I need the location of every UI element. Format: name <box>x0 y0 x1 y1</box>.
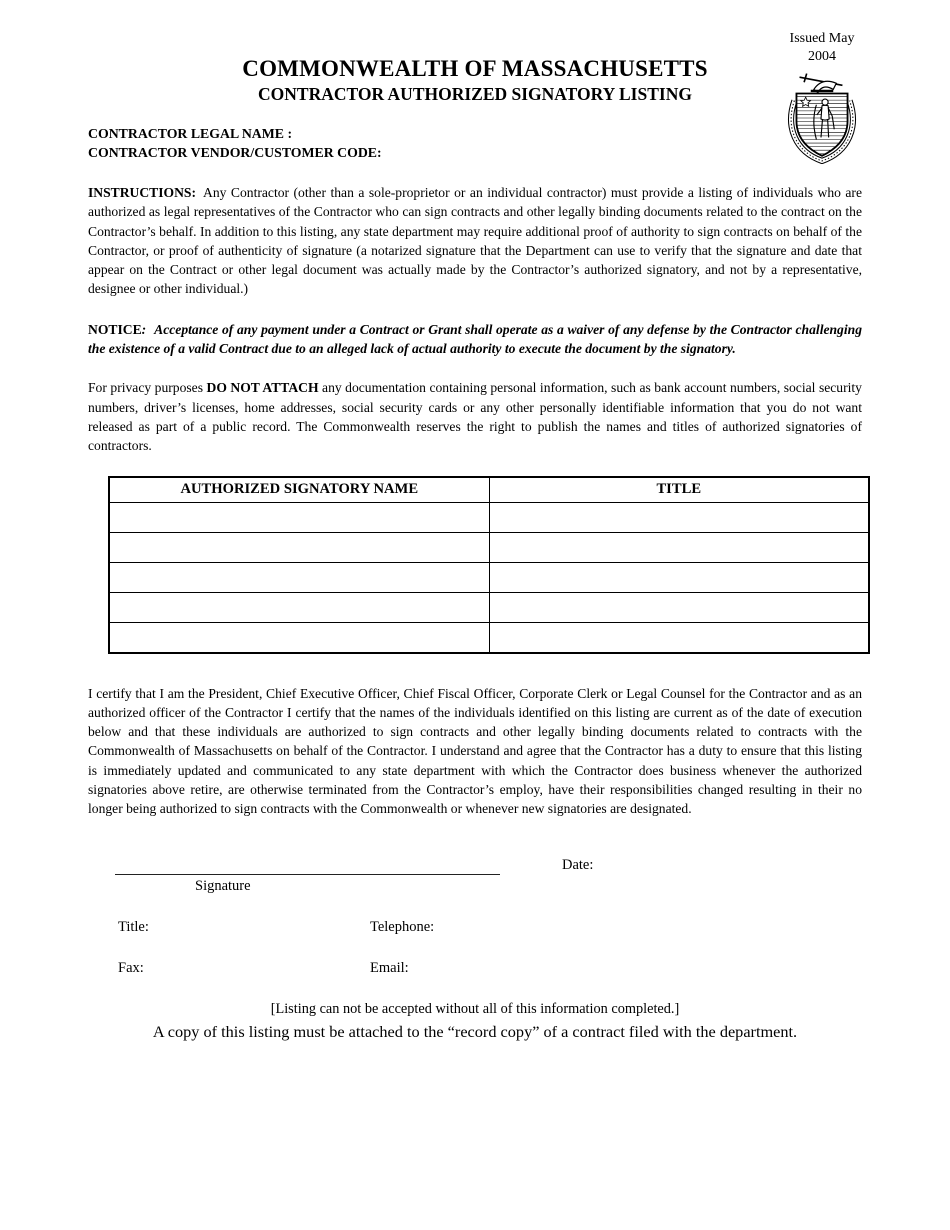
signatory-row <box>109 532 869 562</box>
signatory-row <box>109 562 869 592</box>
signature-label: Signature <box>195 877 251 894</box>
signatory-table <box>108 476 870 654</box>
instructions-paragraph <box>88 183 862 299</box>
contractor-fields <box>88 124 862 162</box>
signatory-title-cell[interactable] <box>489 622 869 653</box>
signatory-title-cell[interactable] <box>489 502 869 532</box>
telephone-field[interactable] <box>434 915 534 931</box>
notice-text: Acceptance of any payment under a Contract or Grant shall operate as a waiver of any defense by the Contractor challenging the existence of a valid Contract due to an alleged lack of actual authority to execute the document by the signatory. <box>88 321 862 357</box>
signatory-row <box>109 622 869 653</box>
issued-date-line1: Issued May <box>789 31 855 46</box>
signature-date-row <box>88 853 862 875</box>
signatory-name-header: AUTHORIZED SIGNATORY NAME <box>109 477 489 503</box>
privacy-emphasis: DO NOT ATTACH <box>206 380 319 396</box>
issued-seal-block <box>772 30 872 169</box>
title-header: TITLE <box>489 477 869 503</box>
contractor-legal-name-field[interactable] <box>292 124 412 138</box>
date-field[interactable] <box>593 853 693 869</box>
fax-field[interactable] <box>144 956 244 972</box>
email-label: Email: <box>370 959 409 976</box>
signatory-name-cell[interactable] <box>109 562 489 592</box>
contractor-vendor-code-label: CONTRACTOR VENDOR/CUSTOMER CODE: <box>88 145 382 160</box>
page-title: COMMONWEALTH OF MASSACHUSETTS <box>242 56 708 81</box>
notice-label: NOTICE <box>88 321 142 337</box>
signatory-name-cell[interactable] <box>109 592 489 622</box>
fax-label: Fax: <box>118 959 144 976</box>
signatory-table-header-row <box>109 477 869 503</box>
page-subtitle: CONTRACTOR AUTHORIZED SIGNATORY LISTING <box>258 84 692 104</box>
notice-paragraph <box>88 320 862 359</box>
privacy-text-before: For privacy purposes <box>88 380 203 396</box>
notice-separator: : <box>141 321 147 337</box>
title-field[interactable] <box>149 915 249 931</box>
issued-date-line2: 2004 <box>808 49 836 64</box>
signatory-title-cell[interactable] <box>489 592 869 622</box>
email-field[interactable] <box>409 956 509 972</box>
signatory-title-cell[interactable] <box>489 532 869 562</box>
contractor-vendor-code-field[interactable] <box>382 143 502 157</box>
signatory-row <box>109 592 869 622</box>
title-label: Title: <box>118 918 149 935</box>
footer-note-2: A copy of this listing must be attached to the “record copy” of a contract filed with the department. <box>152 1021 798 1041</box>
contractor-legal-name-label: CONTRACTOR LEGAL NAME : <box>88 126 293 141</box>
certification-paragraph: I certify that I am the President, Chief Executive Officer, Chief Fiscal Officer, Corporate Clerk or Legal Counsel for the Contractor and as an authorized officer of the Contractor I certify that the names of the individuals identified on this listing are current as of the date of execution below and that these individuals are authorized to sign contracts and other legally binding documents related to contracts with the Commonwealth of Massachusetts on behalf of the Contractor. I understand and agree that the Contractor has a duty to ensure that this listing is immediately updated and communicated to any state department with which the Contractor does business whenever the authorized signatories above retire, are otherwise terminated from the Contractor’s employ, have their responsibilities changed resulting in their no longer being authorized to sign contracts with the Commonwealth or whenever new signatories are designated. <box>88 685 862 817</box>
signatory-name-cell[interactable] <box>109 622 489 653</box>
instructions-text: Any Contractor (other than a sole-proprietor or an individual contractor) must provide a listing of individuals who are authorized as legal representatives of the Contractor who can sign contracts and other legally binding documents related to the contract on the Contractor’s behalf. In addition to this listing, any state department may require additional proof of authority to sign contracts on behalf of the Contractor, or proof of authenticity of signature (a notarized signature that the Department can use to verify that the signature and date that appear on the Contract or other legal document was actually made by the Contractor’s authorized signatory, and not by a representative, designee or other individual.) <box>88 185 862 297</box>
signatory-name-cell[interactable] <box>109 502 489 532</box>
issued-date <box>772 30 872 66</box>
signature-line[interactable] <box>115 856 500 875</box>
date-label: Date: <box>562 856 594 873</box>
signatory-title-cell[interactable] <box>489 562 869 592</box>
fax-email-row <box>88 956 862 978</box>
instructions-label: INSTRUCTIONS: <box>88 185 197 200</box>
footer-note-1: [Listing can not be accepted without all of this information completed.] <box>270 1000 680 1017</box>
massachusetts-seal-icon <box>786 70 858 164</box>
title-telephone-row <box>88 915 862 937</box>
privacy-text-after: any documentation containing personal information, such as bank account numbers, social security numbers, driver’s licenses, home addresses, social security cards or any other personally identifiable information that you do not want released as part of a public record. The Commonwealth reserves the right to publish the names and titles of authorized signatories of contractors. <box>88 380 862 454</box>
telephone-label: Telephone: <box>370 918 435 935</box>
signatory-row <box>109 502 869 532</box>
signatory-name-cell[interactable] <box>109 532 489 562</box>
signatory-table-body <box>109 502 869 653</box>
privacy-paragraph <box>88 378 862 455</box>
